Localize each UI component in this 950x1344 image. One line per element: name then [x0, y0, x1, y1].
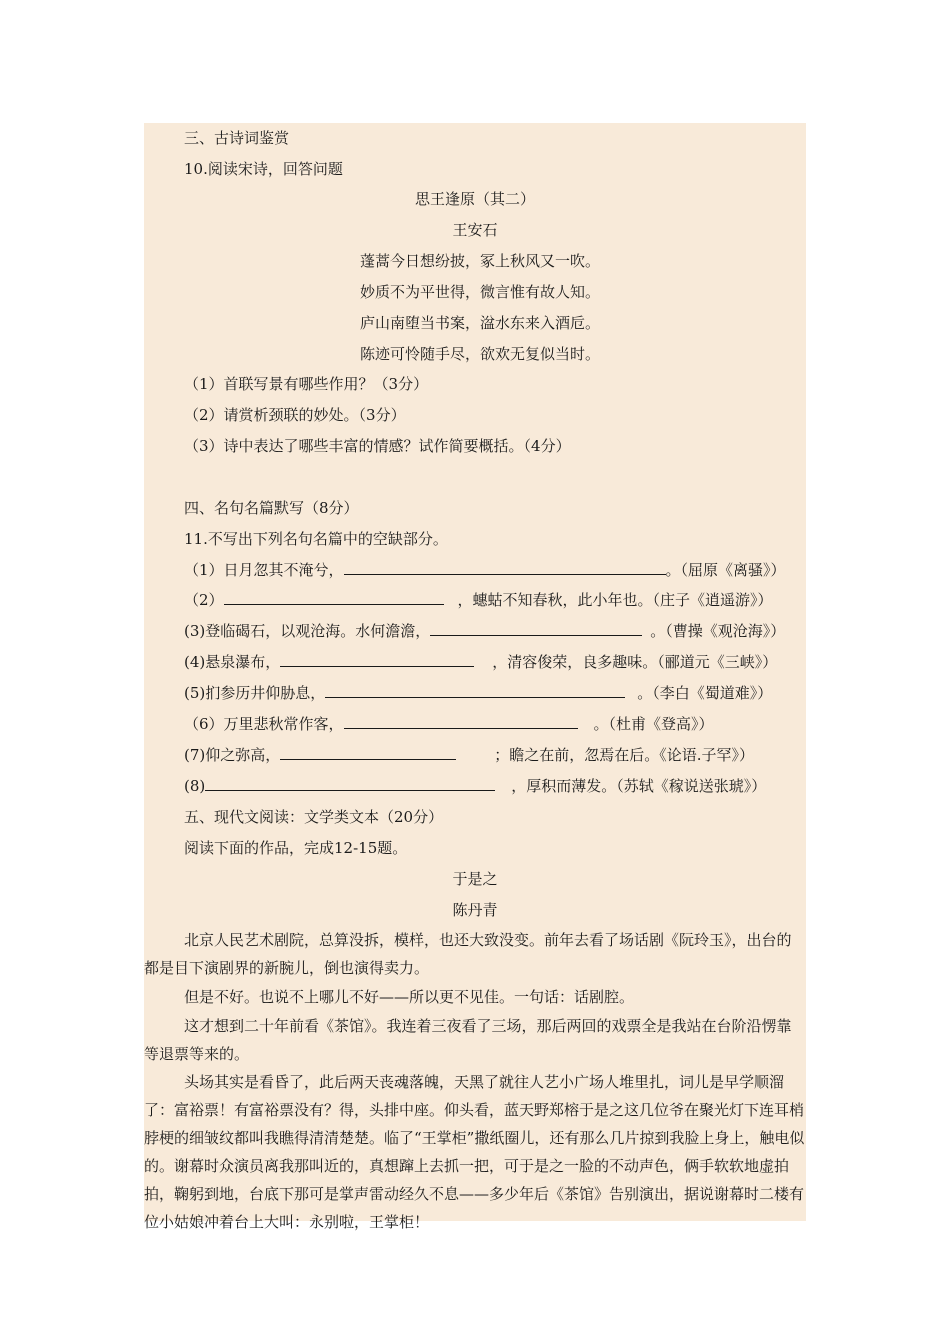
section-heading: 三、古诗词鉴赏	[184, 129, 290, 147]
poem-line: 陈迹可怜随手尽，欲欢无复似当时。	[360, 345, 601, 363]
sub-question: （3）诗中表达了哪些丰富的情感？试作简要概括。（4分）	[184, 437, 571, 455]
fill-item: （1）日月忽其不淹兮， 。（屈原《离骚》）	[184, 561, 786, 579]
paragraph: 但是不好。也说不上哪儿不好——所以更不见佳。一句话：话剧腔。	[184, 988, 635, 1006]
question-10: 10.阅读宋诗，回答问题	[184, 160, 343, 178]
sub-question: （1）首联写景有哪些作用？（3分）	[184, 375, 429, 393]
instruction: 阅读下面的作品，完成12-15题。	[184, 839, 408, 857]
answer-blank[interactable]	[325, 683, 625, 698]
section-heading: 四、名句名篇默写（8分）	[184, 499, 359, 517]
poem-line: 庐山南堕当书案，湓水东来入酒卮。	[360, 314, 601, 332]
fill-item: (8) ，厚积而薄发。（苏轼《稼说送张琥》）	[184, 777, 767, 795]
exam-page	[144, 123, 806, 1231]
poem-line: 蓬蒿今日想纷披，冢上秋风又一吹。	[360, 252, 601, 270]
fill-item: (3)登临碣石，以观沧海。水何澹澹， 。（曹操《观沧海》）	[184, 622, 786, 640]
fill-item: （6）万里悲秋常作客， 。（杜甫《登高》）	[184, 715, 714, 733]
answer-blank[interactable]	[344, 560, 666, 575]
answer-blank[interactable]	[224, 590, 444, 605]
question-11: 11.不写出下列名句名篇中的空缺部分。	[184, 530, 448, 548]
poem-title: 思王逢原（其二）	[414, 190, 535, 208]
paragraph: 北京人民艺术剧院，总算没拆，模样，也还大致没变。前年去看了场话剧《阮玲玉》，出台的都是目下演剧界的新腕儿，倒也演得卖力。	[144, 931, 792, 977]
fill-item: (7)仰之弥高， ；瞻之在前，忽焉在后。《论语.子罕》）	[184, 746, 755, 764]
fill-item: (4)悬泉瀑布， ，清容俊荣，良多趣味。（郦道元《三峡》）	[184, 653, 778, 671]
section-heading: 五、现代文阅读：文学类文本（20分）	[184, 808, 444, 826]
sub-question: （2）请赏析颈联的妙处。（3分）	[184, 406, 406, 424]
poem-line: 妙质不为平世得，微言惟有故人知。	[360, 283, 601, 301]
answer-blank[interactable]	[280, 745, 456, 760]
paragraph: 这才想到二十年前看《茶馆》。我连着三夜看了三场，那后两回的戏票全是我站在台阶沿愣靠等退票等来的。	[144, 1017, 792, 1063]
fill-item: （2） ，蟪蛄不知春秋，此小年也。（庄子《逍遥游》）	[184, 591, 773, 609]
answer-blank[interactable]	[430, 621, 642, 636]
article-author: 陈丹青	[452, 901, 498, 919]
answer-blank[interactable]	[344, 714, 578, 729]
answer-blank[interactable]	[280, 652, 474, 667]
poem-author: 王安石	[452, 221, 498, 239]
answer-blank[interactable]	[205, 776, 495, 791]
fill-item: (5)扪参历井仰胁息， 。（李白《蜀道难》）	[184, 684, 773, 702]
paragraph: 头场其实是看昏了，此后两天丧魂落魄，天黑了就往人艺小广场人堆里扎，词儿是早学顺溜了：富裕票！有富裕票没有？得，头排中座。仰头看，蓝天野郑榕于是之这几位爷在聚光灯下连耳梢脖梗的细皱纹都叫我瞧得清清楚楚。临了“王掌柜”撒纸圈儿，还有那么几片掠到我脸上身上，触电似的。谢幕时众演员离我那叫近的，真想蹿上去抓一把，可于是之一脸的不动声色，俩手软软地虚拍拍，鞠躬到地，台底下那可是掌声雷动经久不息——多少年后《茶馆》告别演出，据说谢幕时二楼有位小姑娘冲着台上大叫：永别啦，王掌柜！	[144, 1073, 805, 1231]
article-title: 于是之	[452, 870, 498, 888]
